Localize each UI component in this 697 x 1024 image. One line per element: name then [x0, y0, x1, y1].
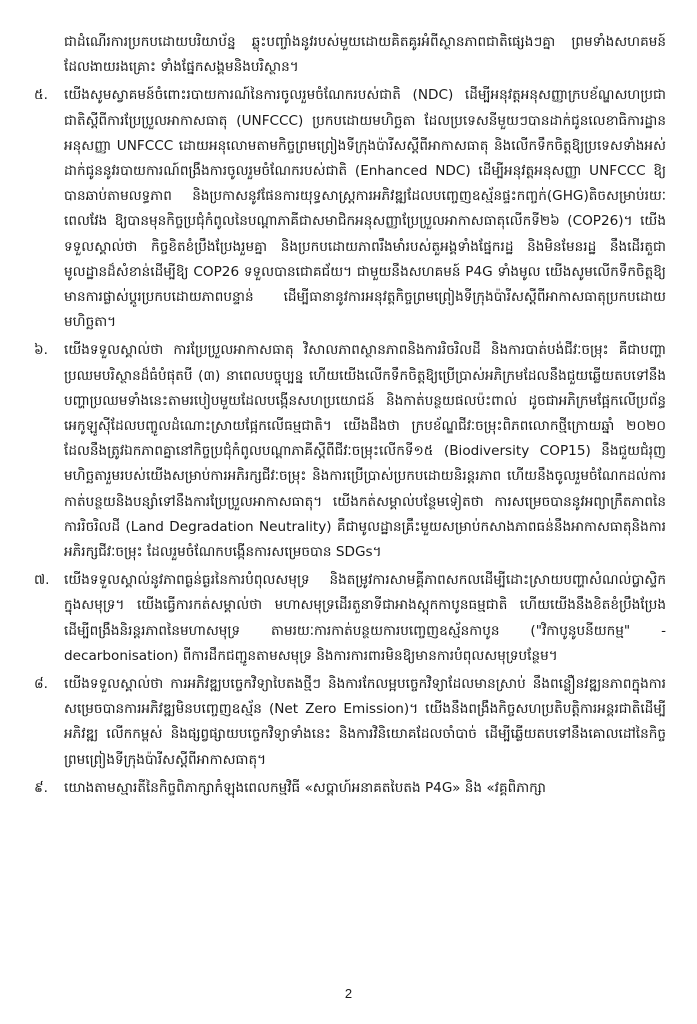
paragraph-6 — [34, 338, 666, 565]
paragraph-8 — [34, 672, 666, 773]
page-number: 2 — [344, 986, 353, 1001]
paragraph-text: យើងទទួលស្គាល់នូវភាពធ្ងន់ធ្ងរនៃការបំពុលសមុទ្រ និងតម្រូវការសាមគ្គីភាពសកលដើម្បីដោះស្រាយបញ្ហាសំណល់ប្លាស្ទិកក្នុងសមុទ្រ។ យើងធ្វើការកត់សម្គាល់ថា មហាសមុទ្រដើរតួនាទីជាអាងស្តុកកាបូនធម្មជាតិ ហើយយើងនឹងខិតខំប្រឹងប្រែងដើម្បីពង្រឹងនិរន្តរភាពនៃមហាសមុទ្រ តាមរយៈការកាត់បន្ថយការបញ្ចេញឧស្ម័នកាបូន ("វិកាបូនូបនីយកម្ម" - decarbonisation) ពីការដឹកជញ្ជូនតាមសមុទ្រ និងការការពារមិនឱ្យមានការបំពុលសមុទ្របន្ថែម។ — [64, 572, 666, 664]
paragraph-number: ៧. — [34, 572, 50, 589]
paragraph-text: យើងទទួលស្គាល់ថា ការប្រែប្រួលអាកាសធាតុ វិសាលភាពស្ថានភាពនិងការរិចរិលដី និងការបាត់បង់ជីវៈចម្រុះ គឺជាបញ្ហាប្រឈមបរិស្ថានដ៏ធំបំផុតបី (៣) នាពេលបច្ចុប្បន្ន ហើយយើងលើកទឹកចិត្តឱ្យប្រើប្រាស់អភិក្រមដែលនឹងជួយឆ្លើយតបទៅនឹងបញ្ហាប្រឈមទាំងនេះតាមរបៀបមួយដែលបង្កើនសហប្រយោជន៍ និងកាត់បន្ថយផលប៉ះពាល់ ដូចជាអភិក្រមផ្អែកលើប្រព័ន្ធអេកូឡូស៊ីដែលបញ្ចូលដំណោះស្រាយផ្អែកលើធម្មជាតិ។ យើងដឹងថា ក្របខ័ណ្ឌជីវៈចម្រុះពិភពលោកថ្មីក្រោយឆ្នាំ ២០២០ ដែលនឹងត្រូវឯកភាពគ្នានៅកិច្ចប្រជុំកំពូលបណ្ដាភាគីស្ដីពីជីវៈចម្រុះលើកទី១៥ (Biodiversity COP15) នឹងជួយជំរុញមហិច្ឆតារួមរបស់យើងសម្រាប់ការអភិរក្សជីវៈចម្រុះ និងការប្រើប្រាស់ប្រកបដោយនិរន្តរភាព ហើយនឹងចូលរួមចំណែកដល់ការកាត់បន្ថយនិងបន្សាំទៅនឹងការប្រែប្រួលអាកាសធាតុ។ យើងកត់សម្គាល់បន្ថែមទៀតថា ការសម្រេចបាននូវអព្យាក្រឹតភាពនៃការរិចរិលដី (Land Degradation Neutrality) គឺជាមូលដ្ឋានគ្រឹះមួយសម្រាប់កសាងភាពធន់នឹងអាកាសធាតុនិងការអភិរក្សជីវៈចម្រុះ ដែលរួមចំណែកបង្កើនការសម្រេចបាន SDGs។ — [64, 342, 666, 561]
paragraph-9 — [34, 776, 666, 801]
paragraph-text: ជាដំណើរការប្រកបដោយបរិយាប័ន្ន ឆ្លុះបញ្ចាំងនូវរបស់មួយដោយគិតគូរអំពីស្ថានភាពជាតិផ្សេងៗគ្នា ព្រមទាំងសហគមន៍ដែលងាយរងគ្រោះ ទាំងផ្នែកសង្គមនិងបរិស្ថាន។ — [64, 34, 666, 76]
paragraph-text: យោងតាមស្មារតីនៃកិច្ចពិភាក្សាកំឡុងពេលកម្មវិធី «សប្តាហ៍អនាគតបៃតង P4G» និង «វគ្គពិភាក្សា — [64, 779, 546, 796]
paragraph-number: ៨. — [34, 676, 48, 693]
paragraph-7 — [34, 568, 666, 669]
paragraph-number: ៦. — [34, 342, 48, 359]
paragraph-continuation — [34, 30, 666, 80]
paragraph-5 — [34, 83, 666, 335]
paragraph-number: ៩. — [34, 779, 48, 796]
paragraph-text: យើងទទួលស្គាល់ថា ការអភិវឌ្ឍបច្ចេកវិទ្យាបៃតងថ្មីៗ និងការកែលម្អបច្ចេកវិទ្យាដែលមានស្រាប់ នឹងពន្លឿនវឌ្ឍនភាពក្នុងការសម្រេចបានការអភិវឌ្ឍមិនបញ្ចេញឧស្ម័ន (Net Zero Emission)។ យើងនឹងពង្រឹងកិច្ចសហប្រតិបត្តិការអន្តរជាតិដើម្បីអភិវឌ្ឍ លើកកម្ពស់ និងផ្សព្វផ្សាយបច្ចេកវិទ្យាទាំងនេះ និងការវិនិយោគដែលចាំបាច់ ដើម្បីឆ្លើយតបទៅនឹងគោលដៅនៃកិច្ចព្រមព្រៀងទីក្រុងប៉ារីសស្តីពីអាកាសធាតុ។ — [64, 676, 666, 768]
paragraph-text: យើងសូមស្វាគមន៍ចំពោះរបាយការណ៍នៃការចូលរួមចំណែករបស់ជាតិ (NDC) ដើម្បីអនុវត្តអនុសញ្ញាក្របខ័ណ្ឌសហប្រជាជាតិស្តីពីការប្រែប្រួលអាកាសធាតុ (UNFCCC) ប្រកបដោយមហិច្ឆតា ដែលប្រទេសនីមួយៗបានដាក់ជូនលេខាធិការដ្ឋានអនុសញ្ញា UNFCCC ដោយអនុលោមតាមកិច្ចព្រមព្រៀងទីក្រុងប៉ារីសស្តីពីអាកាសធាតុ និងលើកទឹកចិត្តឱ្យប្រទេសទាំងអស់ដាក់ជូននូវរបាយការណ៍ពង្រឹងការចូលរួមចំណែករបស់ជាតិ (Enhanced NDC) ដើម្បីអនុវត្តអនុសញ្ញា UNFCCC ឱ្យបានឆាប់តាមលទ្ធភាព និងប្រកាសនូវផែនការយុទ្ធសាស្ត្រការអភិវឌ្ឍដែលបញ្ចេញឧស្ម័នផ្ទះកញ្ចក់(GHG)តិចសម្រាប់រយៈពេលវែង ឱ្យបានមុនកិច្ចប្រជុំកំពូលនៃបណ្ដាភាគីជាសមាជិកអនុសញ្ញាប្រែប្រួលអាកាសធាតុលើកទី២៦ (COP26)។ យើងទទួលស្គាល់ថា កិច្ចខិតខំប្រឹងប្រែងរួមគ្នា និងប្រកបដោយភាពរឹងមាំរបស់តួអង្គទាំងផ្នែករដ្ឋ និងមិនមែនរដ្ឋ នឹងដើរតួជាមូលដ្ឋានដ៏សំខាន់ដើម្បីឱ្យ COP26 ទទួលបានជោគជ័យ។ ជាមួយនឹងសហគមន៍ P4G ទាំងមូល យើងសូមលើកទឹកចិត្តឱ្យមានការផ្លាស់ប្ដូរប្រកបដោយភាពបន្ទាន់ ដើម្បីធានានូវការអនុវត្តកិច្ចព្រមព្រៀងទីក្រុងប៉ារីសស្តីពីអាកាសធាតុប្រកបដោយមហិច្ឆតា។ — [64, 87, 666, 331]
document-body — [34, 30, 666, 804]
paragraph-number: ៥. — [34, 87, 48, 104]
